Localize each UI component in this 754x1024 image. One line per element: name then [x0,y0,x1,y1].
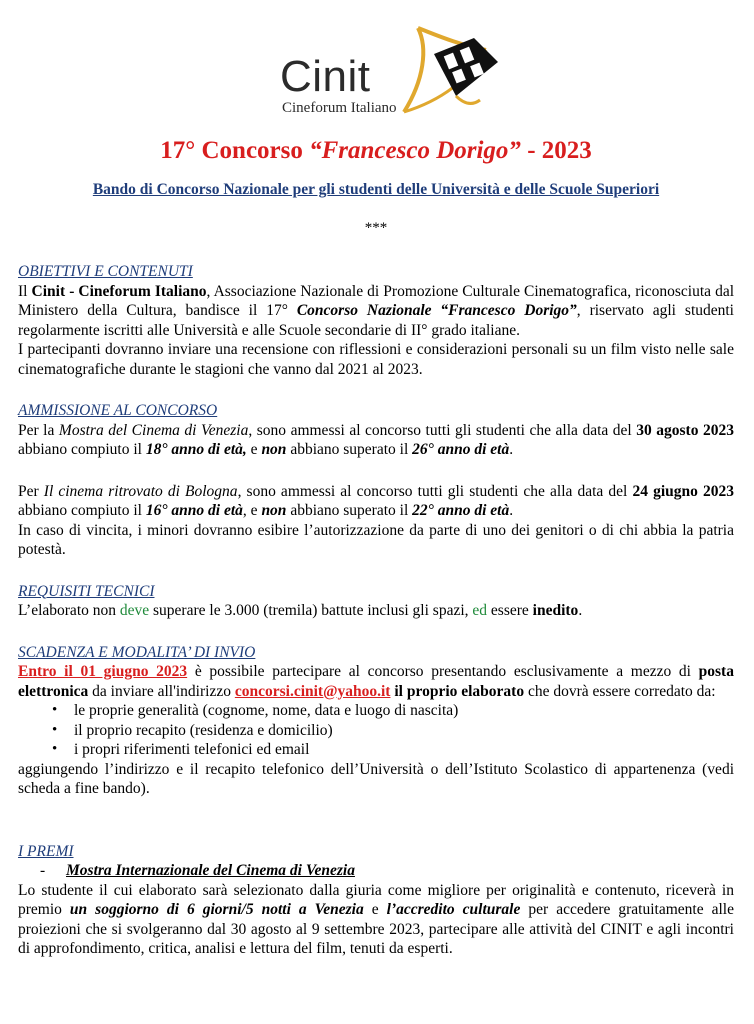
objectives-paragraph-2: I partecipanti dovranno inviare una recensione con riflessioni e considerazioni personali su un film visto nelle sale cinematografiche durante le stagioni che vanno dal 2021 al 2023. [18,341,734,378]
title-prefix: 17° Concorso [160,137,310,164]
section-heading-requirements: REQUISITI TECNICI [18,582,155,600]
requirements-paragraph [18,601,734,621]
film-reel-icon [394,20,504,120]
text-span: , sono ammessi al concorso tutti gli studenti che alla data del [248,421,637,439]
section-heading-admission: AMMISSIONE AL CONCORSO [18,402,218,419]
text-span: . [509,502,514,519]
title-name: “Francesco Dorigo” [309,137,521,164]
text-span: per accedere gratuitamente alle proiezioni che si svolgeranno dal 30 agosto al 9 settembre 2023, partecipare alle attività del CINIT e agli incontri di approfondimento, critica, analisi e lettura del film, tenuti da esperti. [18,901,734,957]
separator: *** [364,220,388,236]
text-span: inedito [532,602,579,619]
page-subtitle: Bando di Concorso Nazionale per gli studenti delle Università e delle Scuole Superiori [92,181,660,198]
text-span: da inviare all'indirizzo [88,682,235,700]
text-span: Cinit - Cineforum Italiano [31,282,207,300]
text-span: non [261,441,287,458]
text-span: e [363,901,387,918]
text-span: 22° anno di età [412,502,510,519]
logo-wordmark: Cinit [280,52,371,101]
prize-paragraph [18,881,734,959]
text-span: 26° anno di età [412,441,510,458]
text-span: Il cinema ritrovato di Bologna [43,482,238,500]
title-year: - 2023 [520,137,592,164]
text-span: abbiano compiuto il [18,502,146,519]
text-span: Concorso Nazionale “Francesco Dorigo” [296,302,577,319]
text-span: L’elaborato non [18,602,120,619]
text-span: non [261,502,287,519]
deadline-paragraph [18,662,734,701]
document-body [18,262,734,959]
prize-title: Mostra Internazionale del Cinema di Venezia [66,862,355,879]
text-span: Mostra del Cinema di Venezia [58,421,249,439]
admission-venezia [18,421,734,460]
text-span: . [578,602,583,619]
text-span: Per la [18,421,59,439]
admission-minors-note: In caso di vincita, i minori dovranno esibire l’autorizzazione da parte di uno dei genitori o di chi abbia la patria potestà. [18,521,734,558]
admission-bologna [18,482,734,521]
text-span: 24 giugno 2023 [632,482,734,500]
text-span: , Associazione Nazionale di Promozione Culturale Cinematografica, riconosciuta dal Ministero della Cultura, bandisce il 17° [18,282,735,319]
text-span: abbiano superato il [286,502,413,519]
text-span: abbiano compiuto il [18,441,146,458]
text-span: e [246,441,262,458]
text-span: 18° anno di età, [145,441,247,458]
text-span: 30 agosto 2023 [636,421,734,439]
dash-bullet: - [40,862,46,879]
text-span: Per [18,482,44,500]
text-span: superare le 3.000 (tremila) battute inclusi gli spazi, [149,602,473,619]
section-heading-objectives: OBIETTIVI E CONTENUTI [18,263,193,280]
text-span: essere [487,602,533,619]
text-span: Lo studente il cui elaborato sarà selezionato dalla giuria come migliore per originalità e contenuto, riceverà in premio [18,881,734,918]
text-span: abbiano superato il [286,441,413,458]
section-heading-prizes: I PREMI [18,842,74,860]
text-span: che dovrà essere corredato da: [524,682,716,700]
text-span: , riservato agli studenti regolarmente iscritti alle Università e alle Scuole secondarie di II° grado italiane. [18,302,734,339]
page-title [18,137,734,165]
text-span: , sono ammessi al concorso tutti gli studenti che alla data del [237,482,633,500]
text-span: 16° anno di età [145,502,243,519]
text-span: il proprio elaborato [390,682,525,700]
section-heading-deadline: SCADENZA E MODALITA’ DI INVIO [18,643,256,661]
text-span: , e [242,502,262,519]
list-item: • il proprio recapito (residenza e domicilio) [48,721,734,741]
required-info-list [18,701,734,760]
cinit-logo [268,14,518,120]
text-span: è possibile partecipare al concorso presentando esclusivamente a mezzo di [187,663,699,680]
text-span: ed [472,602,488,619]
list-item: • i propri riferimenti telefonici ed email [48,740,734,760]
list-item: • le proprie generalità (cognome, nome, data e luogo di nascita) [48,701,734,721]
text-span: un soggiorno di 6 giorni/5 notti a Venezia [69,901,364,918]
logo-subtitle: Cineforum Italiano [282,100,397,116]
text-span: posta elettronica [18,663,734,700]
deadline-date: Entro il 01 giugno 2023 [18,663,188,680]
text-span: deve [119,602,150,619]
text-span: . [509,441,514,458]
email-link[interactable]: concorsi.cinit@yahoo.it [234,682,391,700]
text-span: l’accredito culturale [386,901,521,918]
text-span: Il [18,282,32,300]
objectives-paragraph [18,282,734,341]
deadline-after-paragraph: aggiungendo l’indirizzo e il recapito telefonico dell’Università o dell’Istituto Scolastico di appartenenza (vedi scheda a fine bando). [18,760,734,797]
prize-subheading [18,861,734,881]
